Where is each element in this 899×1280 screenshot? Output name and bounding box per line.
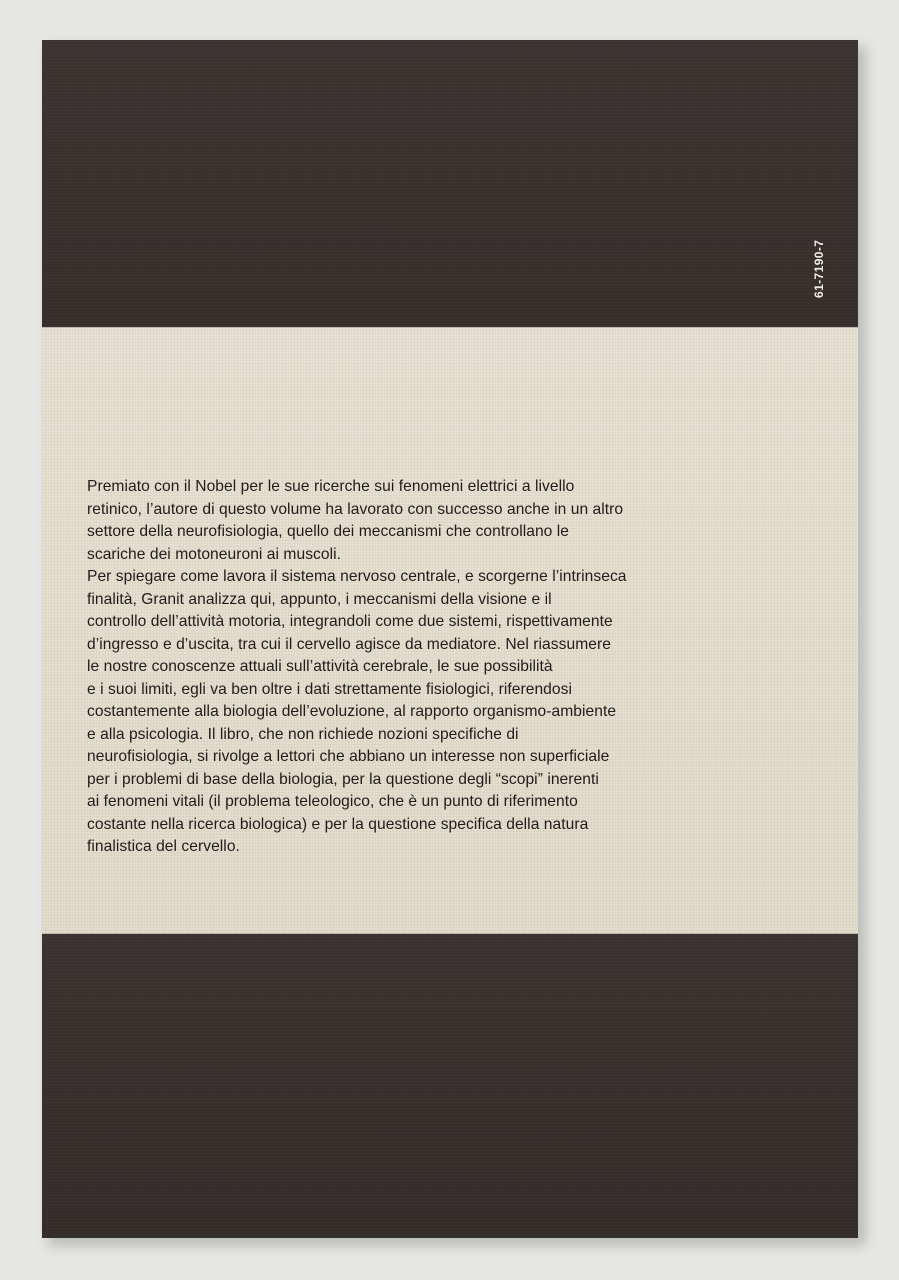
blurb-line: costante nella ricerca biologica) e per la questione specifica della natura [87,815,589,833]
blurb-line: controllo dell’attività motoria, integrandoli come due sistemi, rispettivamente [87,613,613,630]
blurb-line: scariche dei motoneuroni ai muscoli. [87,545,342,563]
blurb-line: retinico, l’autore di questo volume ha lavorato con successo anche in un altro [87,500,624,518]
blurb-line: e alla psicologia. Il libro, che non richiede nozioni specifiche di [87,725,519,743]
blurb-line: neurofisiologia, si rivolge a lettori che abbiano un interesse non superficiale [87,748,610,765]
blurb-text [87,476,787,859]
blurb-line: d’ingresso e d’uscita, tra cui il cervello agisce da mediatore. Nel riassumere [87,635,611,653]
blurb-line: le nostre conoscenze attuali sull’attività cerebrale, le sue possibilità [87,658,553,675]
blurb-line: e i suoi limiti, egli va ben oltre i dati strettamente fisiologici, riferendosi [87,680,572,698]
cover-top-dark-panel [42,40,858,327]
book-back-cover [42,40,858,1238]
blurb-line: costantemente alla biologia dell’evoluzione, al rapporto organismo-ambiente [87,703,617,720]
blurb-line: finalità, Granit analizza qui, appunto, i meccanismi della visione e il [87,590,552,608]
catalog-code: 61-7190-7 [812,239,826,298]
blurb-line: Premiato con il Nobel per le sue ricerche sui fenomeni elettrici a livello [87,478,575,495]
blurb-line: settore della neurofisiologia, quello dei meccanismi che controllano le [87,523,570,540]
cover-text-band [42,327,858,934]
blurb-line: finalistica del cervello. [87,838,240,855]
blurb-line: Per spiegare come lavora il sistema nervoso centrale, e scorgerne l’intrinseca [87,568,627,585]
blurb-line: per i problemi di base della biologia, per la questione degli “scopi” inerenti [87,770,599,788]
blurb-line: ai fenomeni vitali (il problema teleologico, che è un punto di riferimento [87,793,578,810]
cover-bottom-dark-panel [42,934,858,1238]
